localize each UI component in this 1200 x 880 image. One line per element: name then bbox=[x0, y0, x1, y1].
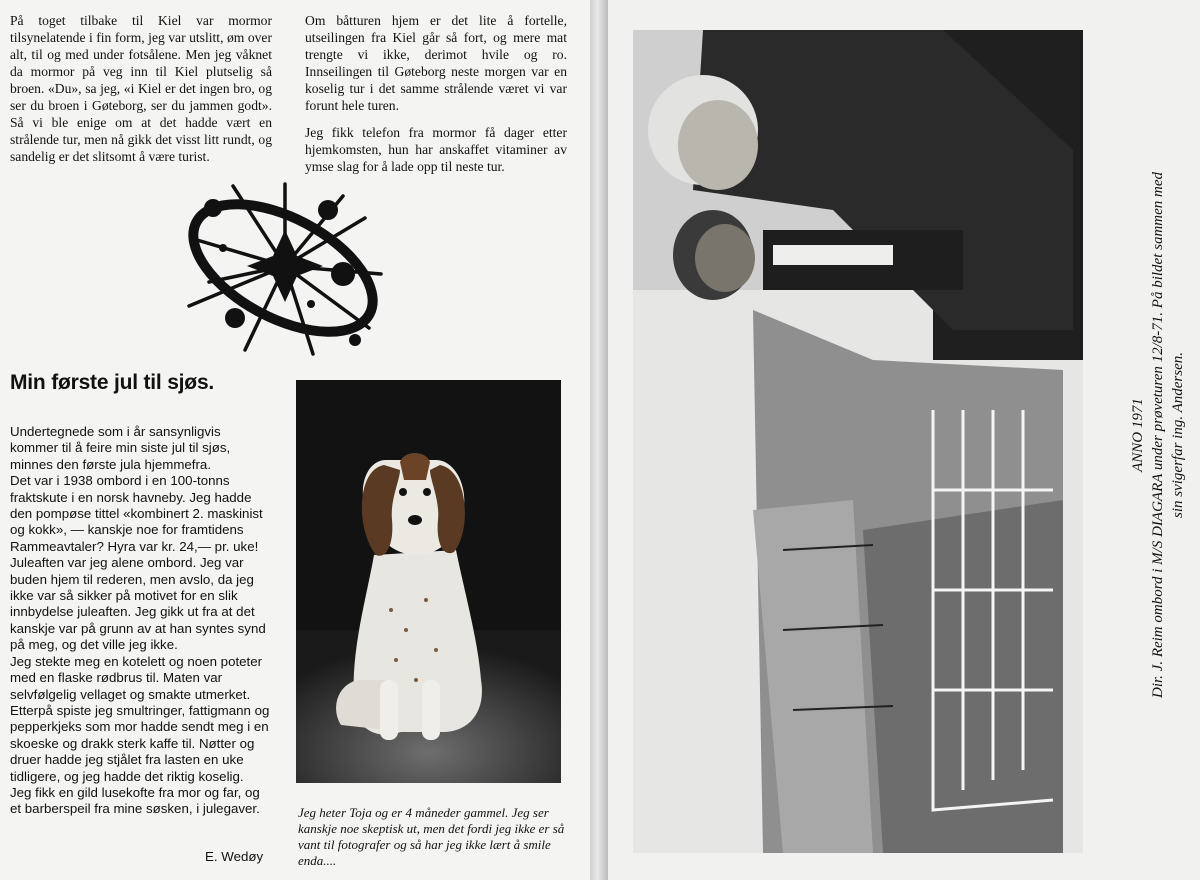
intro-text-right bbox=[305, 12, 567, 185]
intro-paragraph: Jeg fikk telefon fra mormor få dager etter hjemkomsten, hun har anskaffet vitaminer av ymse slag for å lade opp til neste tur. bbox=[305, 125, 567, 174]
intro-paragraph: Om båtturen hjem er det lite å fortelle, utseilingen fra Kiel går så fort, og mere mat trengte vi ikke, derimot hvile og ro. Innseilingen til Gøteborg neste morgen var en koselig tur i det samme strålende været vi var forunt hele turen. bbox=[305, 13, 567, 113]
left-page bbox=[0, 0, 590, 880]
ship-caption-text bbox=[1128, 135, 1188, 735]
article-paragraph: Juleaften var jeg alene ombord. Jeg var buden hjem til rederen, men avslo, da jeg ikke var så sikker på motivet for en slik innbydelse juleaften. Jeg gikk ut fra at det kanskje var på grunn av at han syntes synd på meg, og det ville jeg ikke. bbox=[10, 555, 266, 653]
ship-photo-caption bbox=[1113, 20, 1200, 850]
dog-photo-caption: Jeg heter Toja og er 4 måneder gammel. Jeg ser kanskje noe skeptisk ut, men det fordi jeg ikke er så vant til fotografer og så har jeg ikke lært å smile enda.... bbox=[298, 805, 565, 868]
starburst-ornament bbox=[183, 178, 388, 358]
article-paragraph: Undertegnede som i år sansynligvis kommer til å feire min siste jul til sjøs, minnes den første jula hjemmefra. bbox=[10, 424, 231, 472]
caption-line: Dir. J. Reim ombord i M/S DIAGARA under prøveturen 12/8-71. På bildet sammen med bbox=[1150, 171, 1166, 699]
article-headline: Min første jul til sjøs. bbox=[10, 371, 215, 394]
page-gutter bbox=[590, 0, 608, 880]
caption-line: ANNO 1971 bbox=[1130, 398, 1146, 472]
right-page bbox=[608, 0, 1200, 880]
author-signature: E. Wedøy bbox=[205, 849, 264, 864]
dog-photo bbox=[296, 380, 561, 783]
article-paragraph: Jeg stekte meg en kotelett og noen poteter med en flaske rødbrus til. Maten var selvfølgelig vellaget og smakte utmerket. Etterpå spiste jeg smultringer, fattigmann og pepperkjeks som mor hadde sendt meg i en skoeske og drakk sterk kaffe til. Nøtter og druer hadde jeg stjålet fra lasten en uke tidligere, og jeg hadde det riktig koselig. bbox=[10, 653, 270, 784]
ship-photo bbox=[633, 30, 1083, 853]
article-paragraph: Jeg fikk en gild lusekofte fra mor og far, og et barberspeil fra mine søsken, i julegaver. bbox=[10, 784, 260, 817]
caption-line: sin svigerfar ing. Andersen. bbox=[1170, 352, 1186, 518]
article-body bbox=[10, 424, 272, 818]
ship-deck-illustration bbox=[633, 30, 1083, 853]
dog-illustration bbox=[296, 380, 561, 783]
article-paragraph: Det var i 1938 ombord i en 100-tonns fraktskute i en norsk havneby. Jeg hadde den pompøse tittel «kombinert 2. maskinist og kokk», — kanskje noe for framtidens Rammeavtaler? Hyra var kr. 24,— pr. uke! bbox=[10, 473, 263, 554]
intro-text-left: På toget tilbake til Kiel var mormor tilsynelatende i fin form, jeg var utslitt, øm over alt, til og med under fotsålene. Men jeg våknet da mormor på veg inn til Kiel plutselig så broen. «Du», sa jeg, «i Kiel er det ingen bro, og ser du broen i Gøteborg, ser du jammen godt». Så vi ble enige om at det hadde vært en strålende tur, men nå gikk det visst litt rundt, og sandelig er det slitsomt å være turist. bbox=[10, 13, 272, 164]
